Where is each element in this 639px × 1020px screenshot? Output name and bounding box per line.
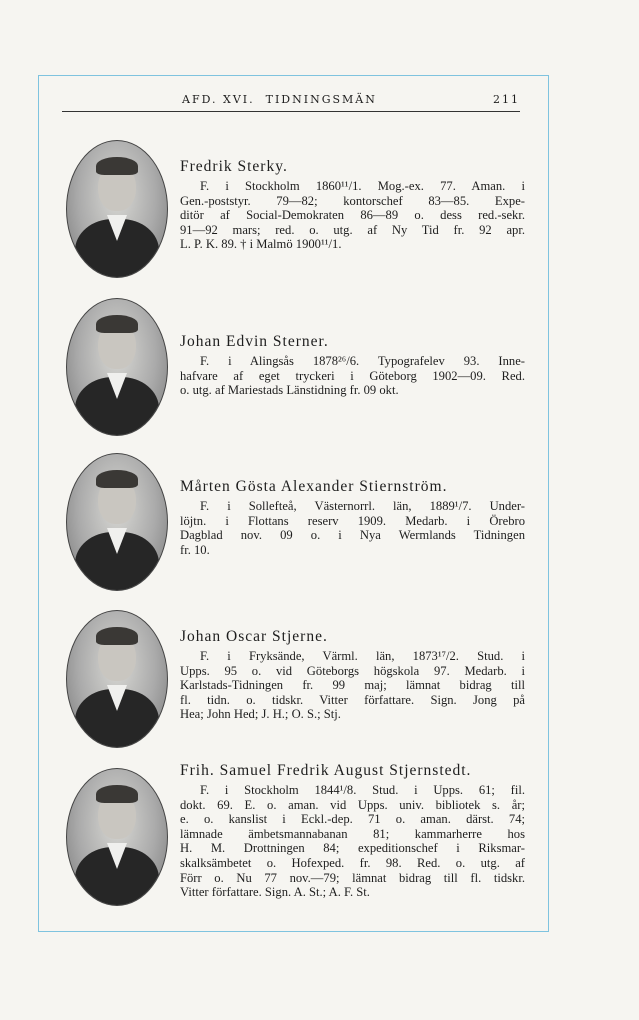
biography-line: ditör af Social-Demokraten 86—89 o. dess red.-sekr. (180, 208, 525, 223)
person-name: Frih. Samuel Fredrik August Stjernstedt. (180, 762, 472, 779)
biography-line: 91—92 mars; red. o. utg. af Ny Tid fr. 92 apr. (180, 222, 525, 237)
biography-line: skalksämbetet o. Hofexped. fr. 98. Red. o. utg. af (180, 855, 525, 870)
biography-line: Dagblad nov. 09 o. i Nya Wermlands Tidningen (180, 528, 525, 543)
biography-line: H. M. Drottningen 84; expeditionschef i Riksmar- (180, 841, 525, 856)
biography-line: fl. tidn. o. tidskr. Vitter författare. Sign. Jong på (180, 692, 525, 707)
person-name: Johan Oscar Stjerne. (180, 628, 328, 645)
biography-line: o. utg. af Mariestads Länstidning fr. 09 okt. (180, 383, 399, 398)
biography-line: Förr o. Nu 77 nov.—79; lämnat bidrag till fl. tidskr. (180, 870, 525, 885)
biography-line: lämnade ämbetsmannabanan 81; kammarherre hos (180, 826, 525, 841)
biography-entry (180, 478, 525, 557)
running-header (62, 93, 520, 112)
biography-line: F. i Stockholm 1844¹/8. Stud. i Upps. 61; fil. (200, 783, 525, 797)
biography-line: F. i Alingsås 1878²⁶/6. Typografelev 93. Inne- (200, 354, 525, 368)
biography-line: F. i Stockholm 1860¹¹/1. Mog.-ex. 77. Aman. i (200, 179, 525, 193)
biography-line: L. P. K. 89. † i Malmö 1900¹¹/1. (180, 237, 342, 252)
biography-entry (180, 762, 525, 900)
biography-line: hafvare af eget tryckeri i Göteborg 1902—09. Red. (180, 368, 525, 383)
person-name: Johan Edvin Sterner. (180, 333, 329, 350)
biography-line: Gen.-poststyr. 79—82; kontorschef 83—85. Expe- (180, 193, 525, 208)
biography-line: fr. 10. (180, 542, 210, 557)
portrait-photo (66, 768, 168, 906)
portrait-photo (66, 610, 168, 748)
biography-entry (180, 158, 525, 252)
portrait-photo (66, 453, 168, 591)
biography-line: Karlstads-Tidningen fr. 99 maj; lämnat bidrag till (180, 678, 525, 693)
biography-line: F. i Fryksände, Värml. län, 1873¹⁷/2. Stud. i (200, 649, 525, 663)
biography-line: dokt. 69. E. o. aman. vid Upps. univ. bibliotek s. år; (180, 797, 525, 812)
portrait-photo (66, 298, 168, 436)
biography-line: Upps. 95 o. vid Göteborgs högskola 97. Medarb. i (180, 663, 525, 678)
biography-line: F. i Sollefteå, Västernorrl. län, 1889¹/7. Under- (200, 499, 525, 513)
biography-line: Vitter författare. Sign. A. St.; A. F. St. (180, 885, 370, 900)
portrait-photo (66, 140, 168, 278)
person-name: Fredrik Sterky. (180, 158, 288, 175)
biography-entry (180, 628, 525, 722)
biography-line: e. o. kanslist i Eckl.-dep. 71 o. aman. därst. 74; (180, 812, 525, 827)
person-name: Mårten Gösta Alexander Stiernström. (180, 478, 448, 495)
page-number: 211 (493, 93, 520, 106)
section-title: AFD. XVI. TIDNINGSMÄN (182, 93, 377, 106)
biography-line: löjtn. i Flottans reserv 1909. Medarb. i Örebro (180, 513, 525, 528)
biography-line: Hea; John Hed; J. H.; O. S.; Stj. (180, 707, 341, 722)
biography-entry (180, 333, 525, 398)
